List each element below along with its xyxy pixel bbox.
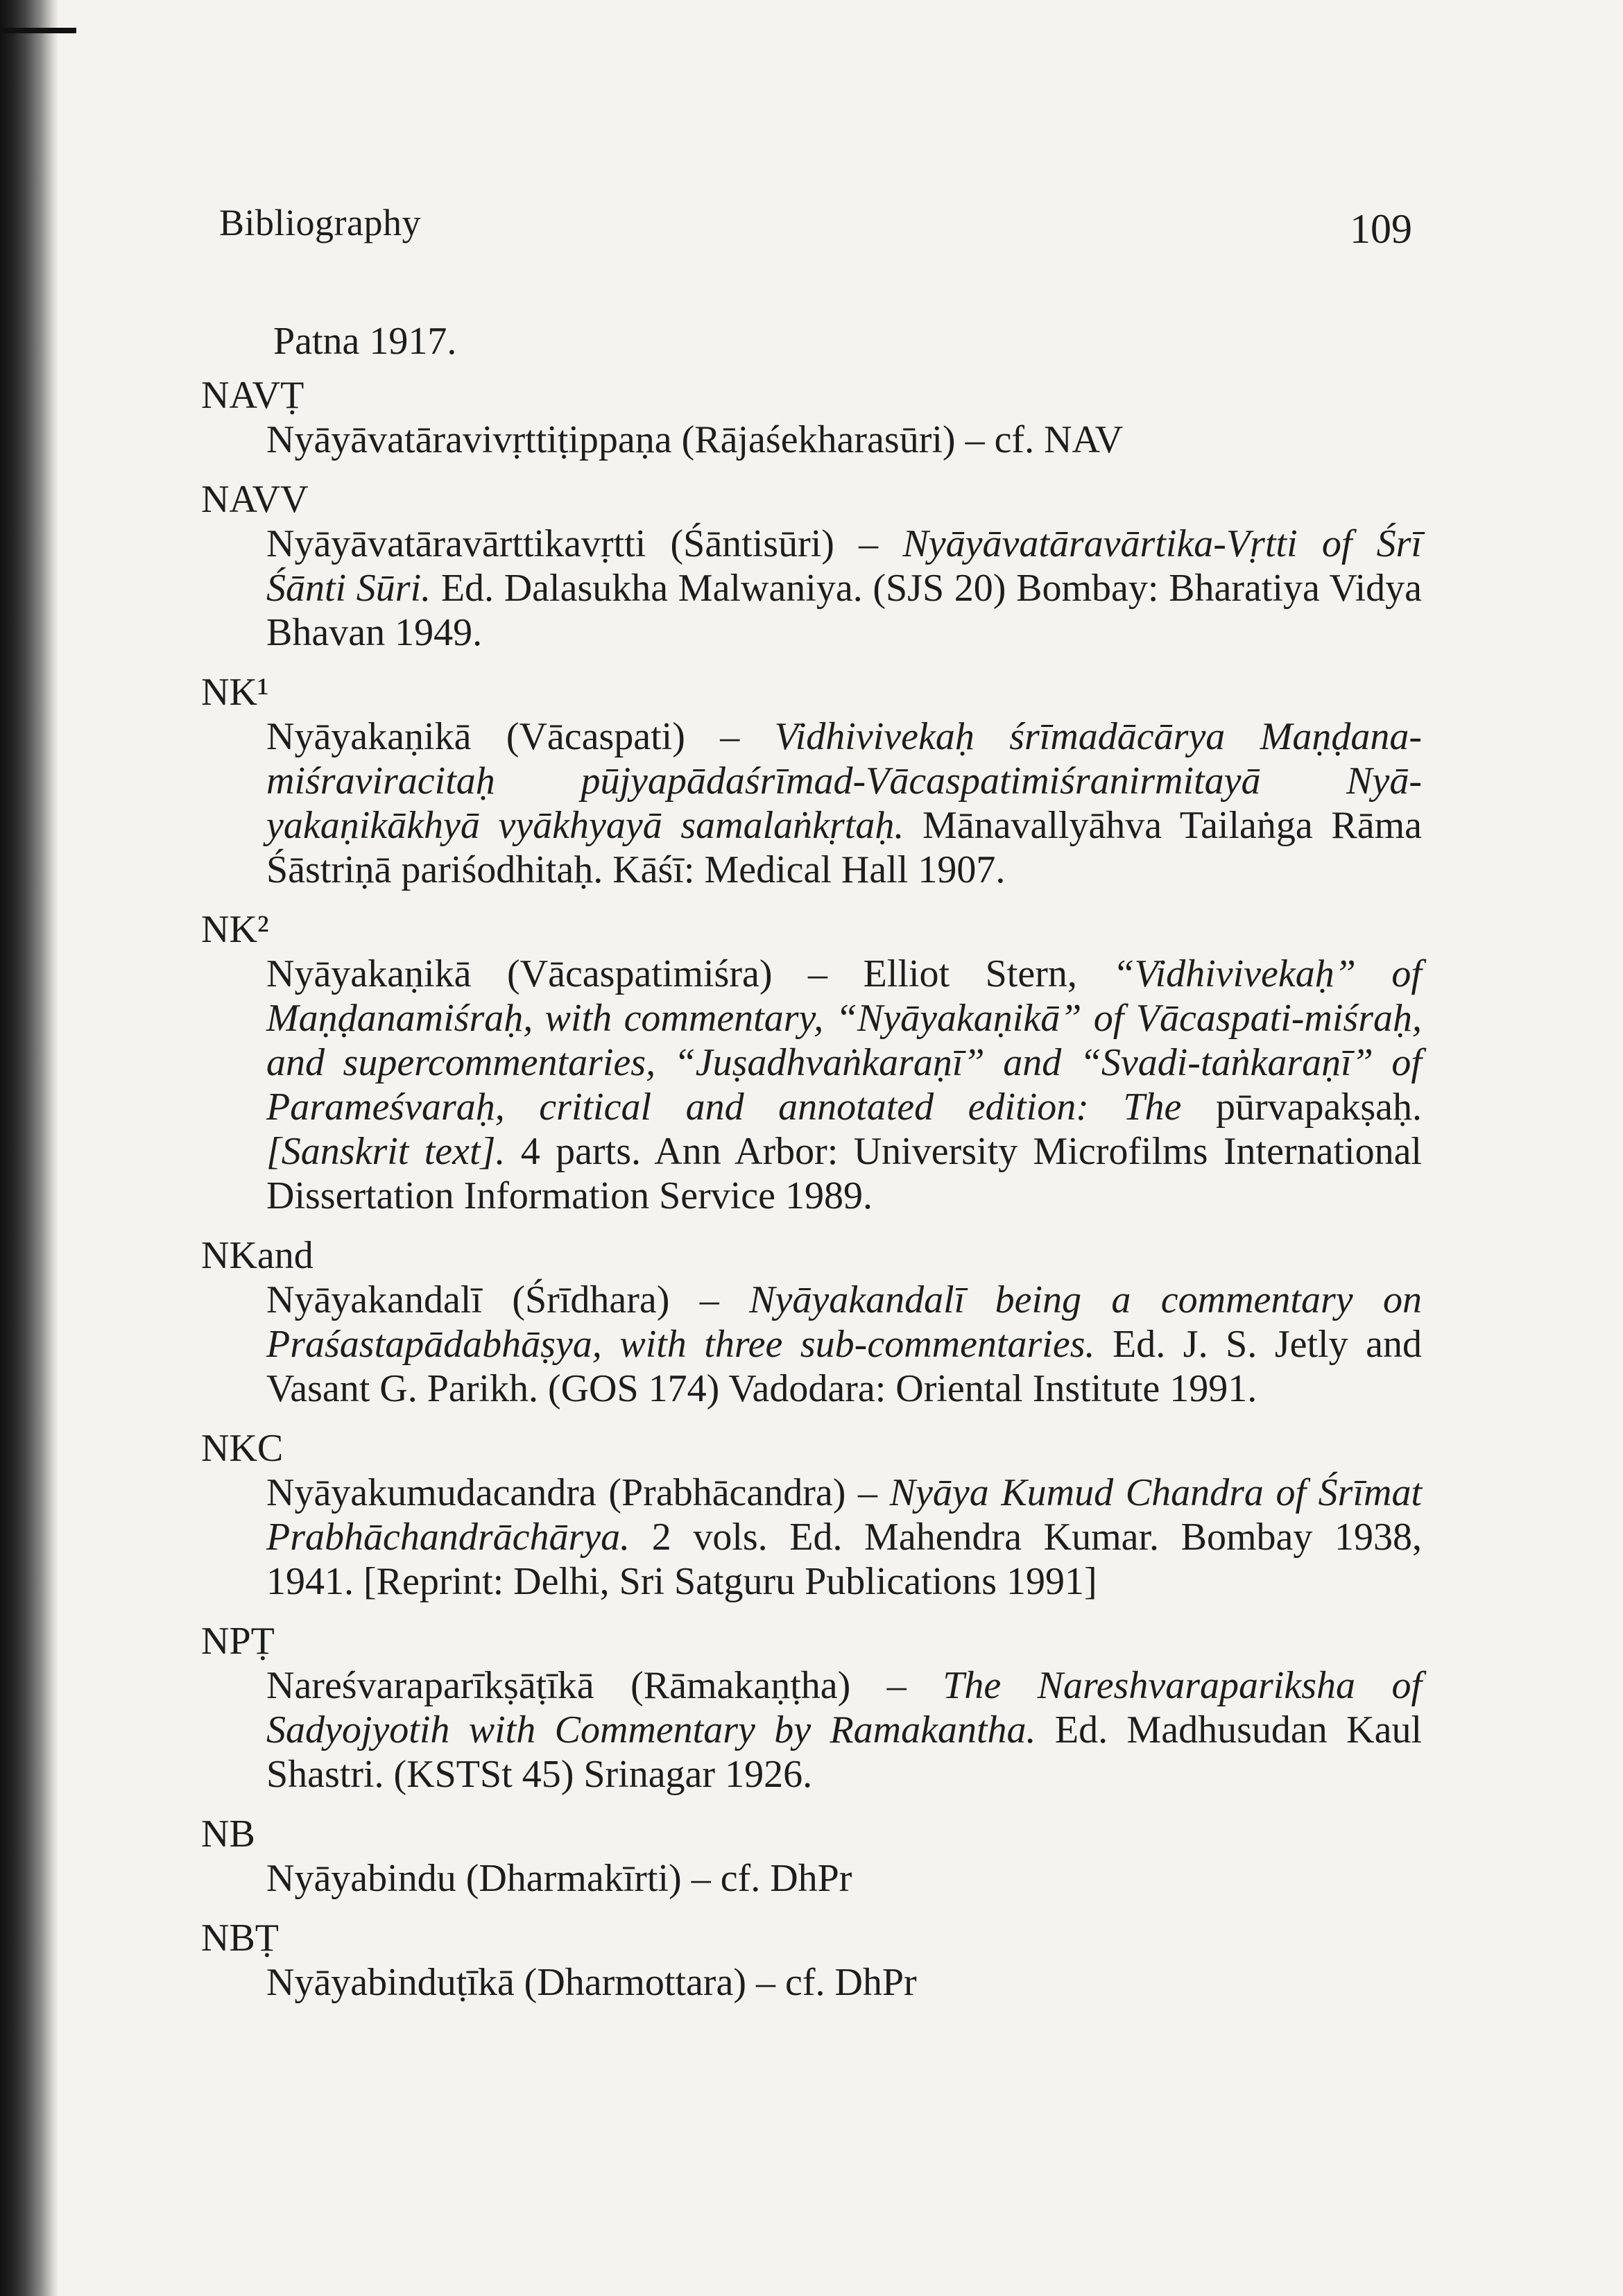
entry-text: Ed. Dalasukha Malwaniya. (SJS 20) Bombay: Bharatiya Vidya Bhavan 1949. <box>266 567 1422 654</box>
entry-title-italic: [Sanskrit text]. <box>266 1130 506 1173</box>
bibliography-entry <box>201 373 1422 462</box>
entry-text: Ed. Madhusudan Kaul Shastri. (KSTSt 45) Srinagar 1926. <box>266 1708 1423 1796</box>
entry-abbreviation: NKand <box>201 1234 314 1277</box>
entry-description <box>201 1663 1422 1797</box>
bibliography-entry <box>201 907 1422 1218</box>
entry-abbreviation: NKC <box>201 1427 284 1470</box>
entry-title-italic: “Vidhivivekaḥ” of Maṇḍanamiśraḥ, with commentary, “Nyāyakaṇikā” of Vācaspati-miśraḥ, and supercommentaries, “Juṣadhvaṅkaraṇī” and “Svadi-taṅkaraṇī” of Parameśvaraḥ, critical and annotated edition: The <box>266 952 1422 1129</box>
bibliography-entry <box>201 1233 1422 1411</box>
page-number: 109 <box>1350 206 1412 252</box>
entry-description <box>201 418 1422 462</box>
entry-title-italic: Vidhivivekaḥ śrīmadācārya Maṇḍana-miśraviracitaḥ pūjyapādaśrīmad-Vācaspatimiśranirmitayā Nyā-yakaṇikākhyā vyākhyayā samalaṅkṛtaḥ. <box>266 715 1422 847</box>
bibliography-entry <box>201 477 1422 655</box>
entry-title-italic: Nyāyāvatāravārtika-Vṛtti of Śrī Śānti Sūri. <box>266 522 1422 610</box>
entry-text: Mānavallyāhva Tailaṅga Rāma Śāstriṇā pariśodhitaḥ. Kāśī: Medical Hall 1907. <box>266 804 1422 891</box>
bibliography-entry <box>201 670 1422 892</box>
entry-title-italic: Nyāyakandalī being a commentary on Praśastapādabhāṣya, with three sub-commentaries. <box>266 1278 1422 1366</box>
bibliography-list <box>201 319 1422 2020</box>
entry-title-italic: The Nareshvarapariksha of Sadyojyotih with Commentary by Ramakantha. <box>266 1664 1423 1751</box>
bibliography-entry <box>201 1619 1422 1797</box>
entry-abbreviation: NK² <box>201 908 269 951</box>
entry-description <box>201 714 1422 892</box>
entry-abbreviation: NBṬ <box>201 1917 279 1960</box>
entry-abbreviation: NK¹ <box>201 671 269 714</box>
running-head: Bibliography <box>219 202 421 243</box>
entry-description <box>201 1856 1422 1901</box>
entry-text: Nyāyakandalī (Śrīdhara) – <box>266 1278 750 1321</box>
entry-description <box>201 1471 1422 1604</box>
entry-text: Ed. J. S. Jetly and Vasant G. Parikh. (GOS 174) Vadodara: Oriental Institute 1991. <box>266 1323 1423 1410</box>
entry-text: Nyāyabinduṭīkā (Dharmottara) – cf. DhPr <box>266 1961 917 2004</box>
bibliography-entry <box>201 1916 1422 2005</box>
entry-description <box>201 1278 1422 1411</box>
entry-abbreviation: NAVṬ <box>201 374 304 417</box>
entry-text: Nareśvaraparīkṣāṭīkā (Rāmakaṇṭha) – <box>266 1664 943 1707</box>
entry-text: Nyāyakaṇikā (Vācaspati) – <box>266 715 775 758</box>
binding-edge-mark <box>0 28 76 33</box>
entry-abbreviation: NPṬ <box>201 1620 275 1663</box>
entry-text: 4 parts. Ann Arbor: University Microfilms International Dissertation Information Service 1989. <box>266 1130 1422 1217</box>
entry-abbreviation: NB <box>201 1813 255 1856</box>
bibliography-entry <box>201 1812 1422 1901</box>
entry-description <box>201 1960 1422 2005</box>
entry-text: Nyāyāvatāravivṛttiṭippaṇa (Rājaśekharasūri) – cf. NAV <box>266 418 1124 461</box>
entry-description <box>201 952 1422 1218</box>
entry-abbreviation: NAVV <box>201 478 309 521</box>
entry-text: Nyāyabindu (Dharmakīrti) – cf. DhPr <box>266 1857 852 1900</box>
entry-text: pūrvapakṣaḥ. <box>1181 1086 1422 1129</box>
entry-text: Nyāyāvatāravārttikavṛtti (Śāntisūri) – <box>266 522 903 565</box>
entry-title-italic: Nyāya Kumud Chandra of Śrīmat Prabhāchandrāchārya. <box>266 1471 1422 1559</box>
entry-text: Nyāyakumudacandra (Prabhācandra) – <box>266 1471 890 1514</box>
entries-container <box>201 373 1422 2005</box>
book-binding-shadow <box>0 0 58 2296</box>
continuation-line: Patna 1917. <box>273 320 457 363</box>
bibliography-entry <box>201 1426 1422 1604</box>
entry-description <box>201 522 1422 655</box>
entry-text: 2 vols. Ed. Mahendra Kumar. Bombay 1938, 1941. [Reprint: Delhi, Sri Satguru Publications 1991] <box>266 1516 1422 1603</box>
entry-text: Nyāyakaṇikā (Vācaspatimiśra) – Elliot Stern, <box>266 952 1113 995</box>
